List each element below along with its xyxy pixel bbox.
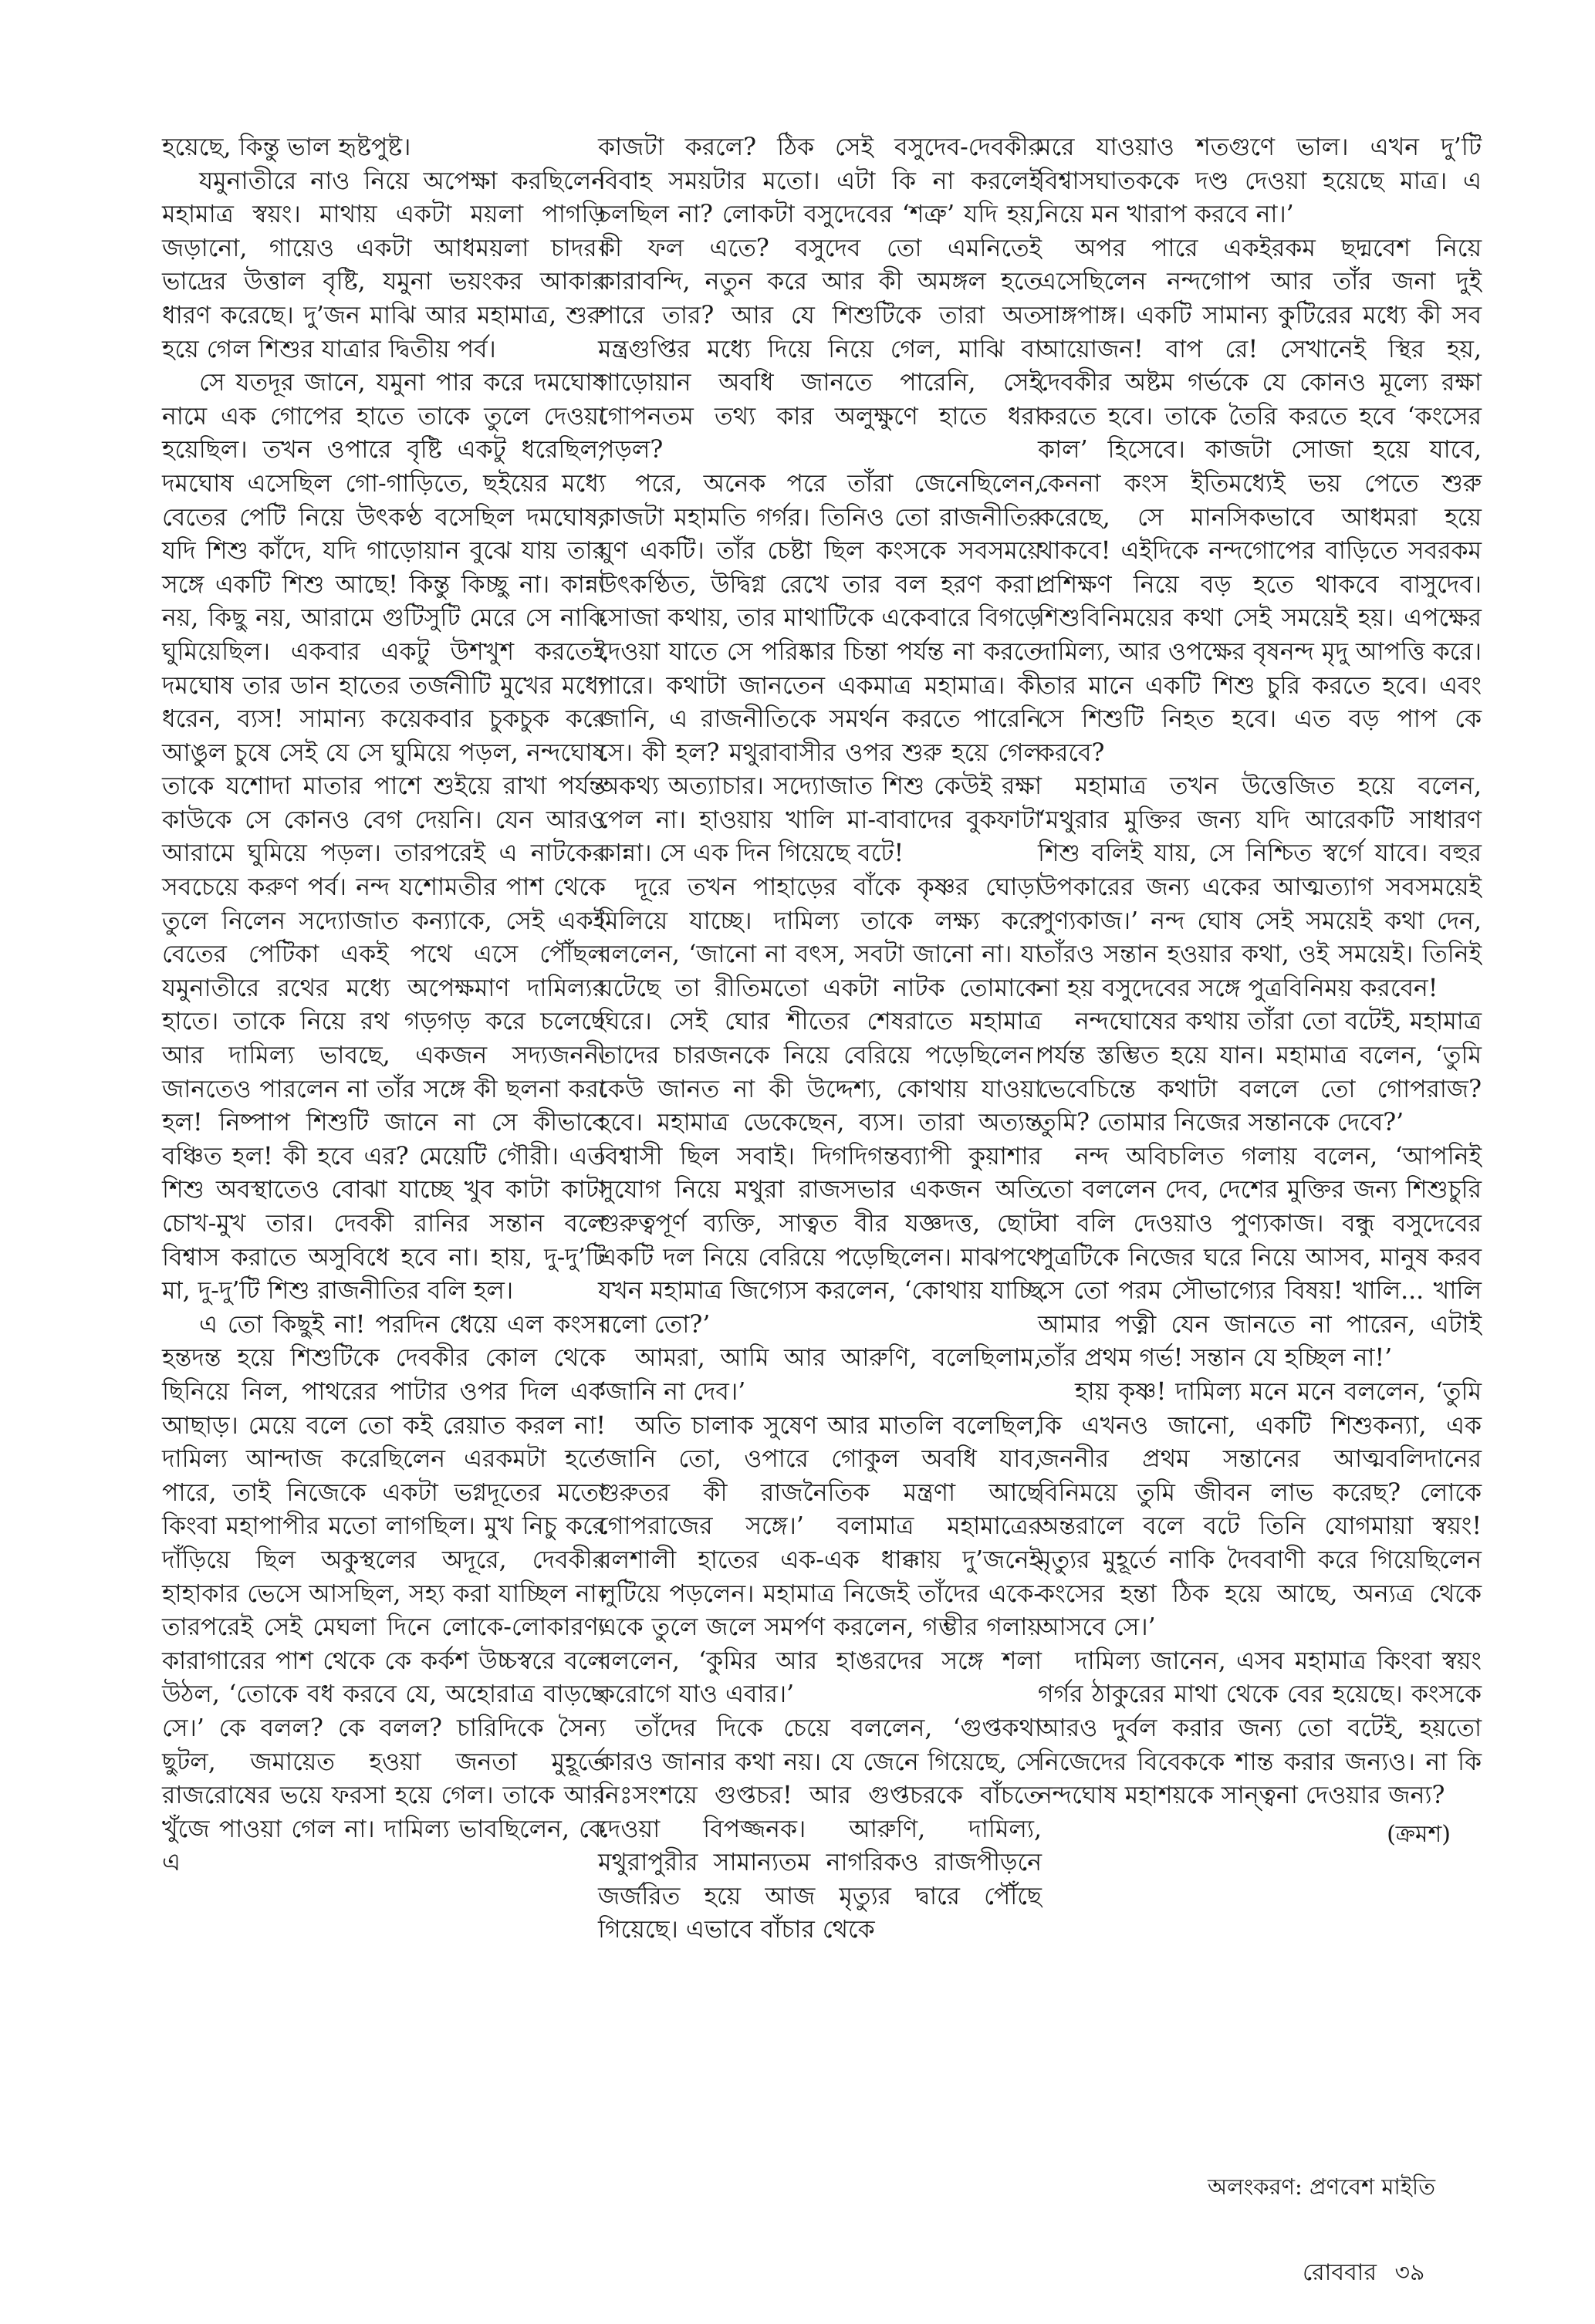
paragraph: তাঁদের দিকে চেয়ে বললেন, ‘গুপ্তকথা কারও জানার কথা নয়। যে জেনে গিয়েছে, সে নিঃসংশয়ে গুপ্তচর! আর গুপ্তচরকে বাঁচতে দেওয়া বিপজ্জনক। আরুণি, দামিল্য, মথুরাপুরীর সামান্যতম নাগরিকও রাজপীড়নে জর্জরিত হয়ে আজ মৃত্যুর দ্বারে পৌঁছে গিয়েছে। এভাবে বাঁচার থেকে [598,1714,1042,1944]
to-be-continued-note: (ক্রমশ) [1387,1820,1451,1848]
paragraph: মরে যাওয়াও শতগুণে ভাল। এখন দু’টি বিশ্বাসঘাতককে দণ্ড দেওয়া হয়েছে মাত্র। এ নিয়ে মন খারাপ করবে না।’ [1038,133,1482,229]
paragraph: পরে, অনেক পরে তাঁরা জেনেছিলেন, কাজটা মহামতি গর্গর। তিনিও তো রাজনীতির ঘুণ একটি। তাঁর চেষ্টা ছিল কংসকে সবসময়ে উৎকণ্ঠিত, উদ্বিগ্ন রেখে তার বল হরণ করা। সোজা কথায়, তার মাথাটিকে একেবারে বিগড়ে দেওয়া যাতে সে পরিষ্কার চিন্তা পর্যন্ত না করতে পারে। কথাটা জানতেন একমাত্র মহামাত্র। কী জানি, এ রাজনীতিকে সমর্থন করতে পারেনি সে। কী হল? মথুরাবাসীর ওপর শুরু হয়ে গেল অকথ্য অত্যাচার। সদ্যোজাত শিশু কেউই রক্ষা পেল না। হাওয়ায় খালি মা-বাবাদের বুকফাটা কান্না। সে এক দিন গিয়েছে বটে! [598,469,1042,868]
publication-name: রোববার [1303,2259,1377,2286]
page-footer [1303,2254,1425,2293]
paragraph: মহামাত্র তখন উত্তেজিত হয়ে বলেন, ‘মথুরার মুক্তির জন্য যদি আরেকটি সাধারণ শিশু বলিই যায়, সে নিশ্চিত স্বর্গে যাবে। বহুর উপকারের জন্য একের আত্মত্যাগ সবসময়েই পুণ্যকাজ।’ নন্দ ঘোষ সেই সময়েই কথা দেন, তাঁরও সন্তান হওয়ার কথা, ওই সময়েই। তিনিই না হয় বসুদেবের সঙ্গে পুত্রবিনিময় করবেন! [1038,772,1482,1002]
paragraph: দূরে তখন পাহাড়ের বাঁকে কৃষ্ণর ঘোড়া মিলিয়ে যাচ্ছে। দামিল্য তাকে লক্ষ্য করে বললেন, ‘জানো না বৎস, সবটা জানো না। যা ঘটেছে তা রীতিমতো একটা নাটক তোমাকে ঘিরে। সেই ঘোর শীতের শেষরাতে মহামাত্র তাদের চারজনকে নিয়ে বেরিয়ে পড়েছিলেন। কেউ জানত না কী উদ্দেশ্য, কোথায় যাওয়া হবে। মহামাত্র ডেকেছেন, ব্যস। তারা অত্যন্ত বিশ্বাসী ছিল সবাই। দিগদিগন্তব্যাপী কুয়াশার সুযোগ নিয়ে মথুরা রাজসভার একজন অতি গুরুত্বপূর্ণ ব্যক্তি, সাত্বত বীর যজ্ঞদত্ত, ছোট একটি দল নিয়ে বেরিয়ে পড়েছিলেন। মাঝপথে যখন মহামাত্র জিগ্যেস করলেন, ‘কোথায় যাচ্ছি বলো তো?’ [598,873,1042,1339]
paragraph: কাজটা করলে? ঠিক সেই বসুদেব-দেবকীর বিবাহ সময়টার মতো। এটা কি না করলেই চলছিল না? লোকটা বসুদেবের ‘শত্রু’ যদি হয়, কী ফল এতে? বসুদেব তো এমনিতেই কারাবন্দি, নতুন করে আর কী অমঙ্গল হতে পারে তার? আর যে শিশুটিকে তারা অত মন্ত্রগুপ্তির মধ্যে দিয়ে নিয়ে গেল, মাঝি বা গাড়োয়ান অবধি জানতে পারেনি, সেই গোপনতম তথ্য কার অলুক্ষুণে হাতে ধরা পড়ল? [598,133,1042,464]
paragraph: অপর পারে একইরকম ছদ্মবেশ নিয়ে এসেছিলেন নন্দগোপ আর তাঁর জনা দুই সাঙ্গপাঙ্গ। একটি সামান্য কুটিরের মধ্যে কী সব আয়োজন! বাপ রে! সেখানেই স্থির হয়, দেবকীর অষ্টম গর্ভকে যে কোনও মূল্যে রক্ষা করতে হবে। তাকে তৈরি করতে হবে ‘কংসের কাল’ হিসেবে। কাজটা সোজা হয়ে যাবে, কেননা কংস ইতিমধ্যেই ভয় পেতে শুরু করেছে, সে মানসিকভাবে আধমরা হয়ে থাকবে! এইদিকে নন্দগোপের বাড়িতে সবরকম প্রশিক্ষণ নিয়ে বড় হতে থাকবে বাসুদেব। শিশুবিনিময়ের কথা সেই সময়েই হয়। এপক্ষের দামিল্য, আর ওপক্ষের বৃষনন্দ মৃদু আপত্তি করে। তার মানে একটি শিশু চুরি করতে হবে। এবং সে শিশুটি নিহত হবে। এত বড় পাপ কে করবে? [1038,234,1482,767]
paragraph: হয়েছে, কিন্তু ভাল হৃষ্টপুষ্ট। [162,133,411,161]
paragraph: নন্দ অবিচলিত গলায় বলেন, ‘আপনিই তো বললেন দেব, দেশের মুক্তির জন্য শিশুচুরি বা বলি দেওয়াও পুণ্যকাজ। বন্ধু বসুদেবের পুত্রটিকে নিজের ঘরে নিয়ে আসব, মানুষ করব সে তো পরম সৌভাগ্যের বিষয়! খালি... খালি আমার পত্নী যেন জানতে না পারেন, এটাই তাঁর প্রথম গর্ভ! সন্তান যে হচ্ছিল না!’ [1038,1142,1482,1373]
paragraph: আমরা, আমি আর আরুণি, বলেছিলাম, ‘জানি না দেব।’ [598,1344,1042,1406]
paragraph: যমুনাতীরে নাও নিয়ে অপেক্ষা করছিলেন মহামাত্র স্বয়ং। মাথায় একটা ময়লা পাগড়ি জড়ানো, গায়েও একটা আধময়লা চাদর। ভাদ্রের উত্তাল বৃষ্টি, যমুনা ভয়ংকর আকার ধারণ করেছে। দু’জন মাঝি আর মহামাত্র, শুরু হয়ে গেল শিশুর যাত্রার দ্বিতীয় পর্ব। [162,167,606,363]
page-number: ৩৯ [1394,2259,1425,2286]
text-column-3 [1038,131,1482,1851]
paragraph: এ তো কিছুই না! পরদিন ধেয়ে এল কংস। হন্তদন্ত হয়ে শিশুটিকে দেবকীর কোল থেকে ছিনিয়ে নিল, পাথরের পাটার ওপর দিল এক আছাড়। মেয়ে বলে তো কই রেয়াত করল না! দামিল্য আন্দাজ করেছিলেন এরকমটা হতে পারে, তাই নিজেকে একটা ভগ্নদূতের মতো কিংবা মহাপাপীর মতো লাগছিল। মুখ নিচু করে দাঁড়িয়ে ছিল অকুস্থলের অদূরে, দেবকীর হাহাকার ভেসে আসছিল, সহ্য করা যাচ্ছিল না। তারপরেই সেই মেঘলা দিনে লোকে-লোকারণ্য কারাগারের পাশ থেকে কে কর্কশ উচ্চস্বরে বলে উঠল, ‘তোকে বধ করবে যে, অহোরাত্র বাড়ছে সে।’ কে বলল? কে বলল? চারিদিকে সৈন্য ছুটল, জমায়েত হওয়া জনতা মুহূর্তে রাজরোষের ভয়ে ফরসা হয়ে গেল। তাকে আর খুঁজে পাওয়া গেল না। দামিল্য ভাবছিলেন, কে এ [162,1310,606,1877]
paragraph: নন্দঘোষের কথায় তাঁরা তো বটেই, মহামাত্র পর্যন্ত স্তম্ভিত হয়ে যান। মহামাত্র বলেন, ‘তুমি ভেবেচিন্তে কথাটা বললে তো গোপরাজ? তুমি? তোমার নিজের সন্তানকে দেবে?’ [1038,1008,1482,1137]
illustration-credit: অলংকরণ: প্রণবেশ মাইতি [1208,2174,1435,2200]
paragraph: অতি চালাক সুষেণ আর মাতলি বলেছিল, ‘জানি তো, ওপারে গোকুল অবধি যাব, গুরুতর কী রাজনৈতিক মন্ত্রণা আছে গোপরাজের সঙ্গে।’ বলামাত্র মহামাত্রের বলশালী হাতের এক-এক ধাক্কায় দু’জনেই লুটিয়ে পড়লেন। মহামাত্র নিজেই তাঁদের একে-একে তুলে জলে সমর্পণ করলেন, গম্ভীর গলায় বললেন, ‘কুমির আর হাঙরদের সঙ্গে শলা করোগে যাও এবার।’ [598,1411,1042,1709]
paragraph: সে যতদূর জানে, যমুনা পার করে দমঘোষ নামে এক গোপের হাতে তাকে তুলে দেওয়া হয়েছিল। তখন ওপারে বৃষ্টি একটু ধরেছিল, দমঘোষ এসেছিল গো-গাড়িতে, ছইয়ের মধ্যে বেতের পেটি নিয়ে উৎকণ্ঠ বসেছিল দমঘোষ, যদি শিশু কাঁদে, যদি গাড়োয়ান বুঝে যায় তার সঙ্গে একটি শিশু আছে! কিন্তু কিচ্ছু না। কান্না নয়, কিছু নয়, আরামে গুটিসুটি মেরে সে নাকি ঘুমিয়েছিল। একবার একটু উশখুশ করতেই দমঘোষ তার ডান হাতের তর্জনীটি মুখের মধ্যে ধরেন, ব্যস! সামান্য কয়েকবার চুকচুক করে আঙুল চুষে সেই যে সে ঘুমিয়ে পড়ল, নন্দঘোষ তাকে যশোদা মাতার পাশে শুইয়ে রাখা পর্যন্ত কাউকে সে কোনও বেগ দেয়নি। যেন আরও আরামে ঘুমিয়ে পড়ল। তারপরেই এ নাটকের সবচেয়ে করুণ পর্ব। নন্দ যশোমতীর পাশ থেকে তুলে নিলেন সদ্যোজাত কন্যাকে, সেই একই বেতের পেটিকা একই পথে এসে পৌঁছল যমুনাতীরে রথের মধ্যে অপেক্ষমাণ দামিল্যর হাতে। তাকে নিয়ে রথ গড়গড় করে চলেছে আর দামিল্য ভাবছে, একজন সদ্যজননী জানতেও পারলেন না তাঁর সঙ্গে কী ছলনা করা হল! নিষ্পাপ শিশুটি জানে না সে কীভাবে বঞ্চিত হল! কী হবে এর? মেয়েটি গৌরী। এত শিশু অবস্থাতেও বোঝা যাচ্ছে খুব কাটা কাটা চোখ-মুখ তার। দেবকী রানির সন্তান বলে বিশ্বাস করাতে অসুবিধে হবে না। হায়, দু-দু’টি মা, দু-দু’টি শিশু রাজনীতির বলি হল। [162,369,606,1306]
text-column-2 [598,131,1042,1947]
text-column-1 [162,131,606,1880]
paragraph: দামিল্য জানেন, এসব মহামাত্র কিংবা স্বয়ং গর্গর ঠাকুরের মাথা থেকে বের হয়েছে। কংসকে আরও দুর্বল করার জন্য তো বটেই, হয়তো নিজেদের বিবেককে শান্ত করার জন্যও। না কি নন্দঘোষ মহাশয়কে সান্ত্বনা দেওয়ার জন্য? [1038,1647,1482,1810]
paragraph: হায় কৃষ্ণ! দামিল্য মনে মনে বললেন, ‘তুমি কি এখনও জানো, একটি শিশুকন্যা, এক জননীর প্রথম সন্তানের আত্মবলিদানের বিনিময়ে তুমি জীবন লাভ করেছ? লোকে অন্তরালে বলে বটে তিনি যোগমায়া স্বয়ং! মৃত্যুর মুহূর্তে নাকি দৈববাণী করে গিয়েছিলেন কংসের হন্তা ঠিক হয়ে আছে, অন্যত্র থেকে আসবে সে।’ [1038,1377,1482,1642]
